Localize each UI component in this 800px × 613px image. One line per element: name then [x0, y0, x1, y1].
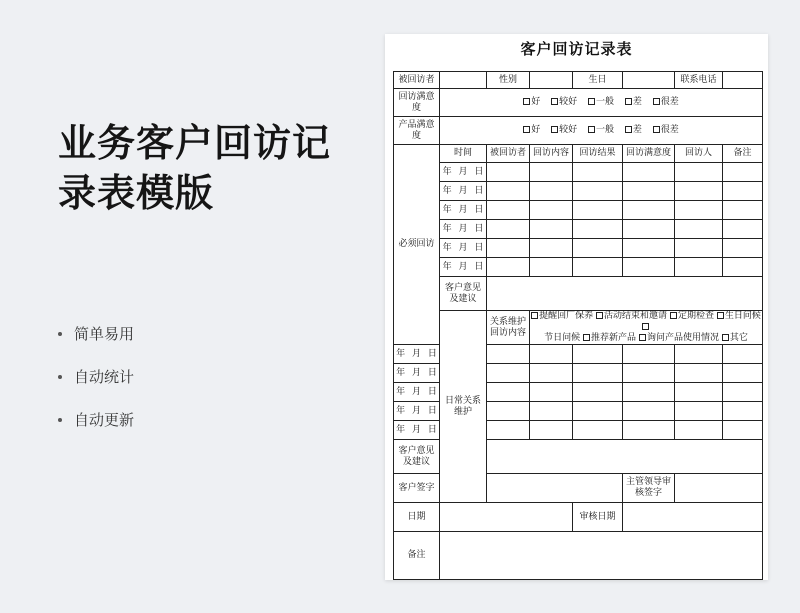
feature-list: [58, 312, 134, 441]
checkbox-option[interactable]: 其它: [722, 333, 748, 343]
visitee-label: 被回访者: [394, 72, 440, 89]
date-cell: 年 月 日: [394, 364, 440, 383]
required-visit-label: 必须回访: [394, 145, 440, 345]
opinion-value: [487, 440, 763, 474]
checkbox-option[interactable]: 活动结束和邀请: [596, 311, 667, 321]
bullet-icon: [58, 418, 62, 422]
satisfaction-label: 回访满意度: [394, 89, 440, 117]
checkbox-option[interactable]: 好: [523, 97, 540, 107]
form-title: 客户回访记录表: [520, 40, 633, 58]
date-label: 日期: [394, 503, 440, 532]
checkbox-option[interactable]: 很差: [653, 97, 679, 107]
checkbox-option[interactable]: 推荐新产品: [583, 333, 636, 343]
table-row: [394, 163, 763, 182]
table-row: [394, 220, 763, 239]
checkbox-icon: [722, 334, 729, 341]
checkbox-option[interactable]: 一般: [588, 97, 614, 107]
manager-sign-label: 主管领导审核签字: [623, 474, 675, 503]
date-cell: 年 月 日: [440, 258, 487, 277]
date-cell: 年 月 日: [440, 163, 487, 182]
checkbox-icon: [625, 98, 632, 105]
column-header: 回访结果: [573, 145, 623, 163]
checkbox-option[interactable]: 较好: [551, 97, 577, 107]
checkbox-icon: [583, 334, 590, 341]
table-row: [394, 239, 763, 258]
date-cell: 年 月 日: [440, 182, 487, 201]
checkbox-option[interactable]: 很差: [653, 125, 679, 135]
checkbox-icon: [588, 126, 595, 133]
checkbox-option[interactable]: 询问产品使用情况: [639, 333, 719, 343]
checkbox-option[interactable]: 定期检查: [670, 311, 714, 321]
topics-label: 关系维护回访内容: [487, 311, 530, 345]
satisfaction-options: [440, 89, 763, 117]
table-row: [394, 258, 763, 277]
checkbox-icon: [639, 334, 646, 341]
date-cell: 年 月 日: [394, 402, 440, 421]
page-title: 业务客户回访记录表模版: [58, 121, 332, 215]
date-cell: 年 月 日: [394, 421, 440, 440]
bullet-icon: [58, 375, 62, 379]
checkbox-icon[interactable]: [642, 323, 649, 330]
column-header: 回访内容: [530, 145, 573, 163]
opinion-label: 客户意见及建议: [440, 277, 487, 311]
topics-options: [530, 311, 763, 345]
column-header: 时间: [440, 145, 487, 163]
checkbox-icon: [653, 98, 660, 105]
checkbox-icon: [588, 98, 595, 105]
phone-label: 联系电话: [675, 72, 723, 89]
remarks-value: [440, 532, 763, 580]
birthday-label: 生日: [573, 72, 623, 89]
opinion-label: 客户意见及建议: [394, 440, 440, 474]
column-header: 回访人: [675, 145, 723, 163]
checkbox-icon: [523, 98, 530, 105]
date-cell: 年 月 日: [440, 201, 487, 220]
checkbox-icon: [523, 126, 530, 133]
date-cell: 年 月 日: [394, 345, 440, 364]
product-label: 产品满意度: [394, 117, 440, 145]
visitee-value: [440, 72, 487, 89]
checkbox-option[interactable]: 差: [625, 125, 642, 135]
column-header: 回访满意度: [623, 145, 675, 163]
checkbox-icon: [596, 312, 603, 319]
product-options: [440, 117, 763, 145]
document-preview: [385, 34, 768, 580]
checkbox-option[interactable]: 好: [523, 125, 540, 135]
date-value: [440, 503, 573, 532]
review-date-label: 审核日期: [573, 503, 623, 532]
date-cell: 年 月 日: [440, 220, 487, 239]
date-cell: 年 月 日: [394, 383, 440, 402]
checkbox-icon: [531, 312, 538, 319]
bullet-icon: [58, 332, 62, 336]
checkbox-icon: [717, 312, 724, 319]
checkbox-option[interactable]: 较好: [551, 125, 577, 135]
feature-item: 自动统计: [58, 355, 134, 398]
column-header: 备注: [723, 145, 763, 163]
checkbox-option[interactable]: 生日问候: [717, 311, 761, 321]
column-header: 被回访者: [487, 145, 530, 163]
gender-label: 性别: [487, 72, 530, 89]
visit-record-table: [393, 71, 763, 580]
checkbox-icon: [551, 98, 558, 105]
remarks-label: 备注: [394, 532, 440, 580]
gender-value: [530, 72, 573, 89]
feature-item: 简单易用: [58, 312, 134, 355]
phone-value: [723, 72, 763, 89]
date-cell: 年 月 日: [440, 239, 487, 258]
feature-item: 自动更新: [58, 398, 134, 441]
checkbox-icon: [670, 312, 677, 319]
daily-maintenance-label: 日常关系维护: [440, 311, 487, 503]
customer-sign-label: 客户签字: [394, 474, 440, 503]
checkbox-option[interactable]: 提醒回厂保养: [531, 311, 593, 321]
customer-sign-value: [487, 474, 623, 503]
opinion-value: [487, 277, 763, 311]
checkbox-icon: [625, 126, 632, 133]
table-row: [394, 201, 763, 220]
checkbox-option[interactable]: 一般: [588, 125, 614, 135]
checkbox-icon: [551, 126, 558, 133]
table-row: [394, 182, 763, 201]
checkbox-option[interactable]: 节日问候: [544, 333, 581, 343]
checkbox-icon: [653, 126, 660, 133]
review-date-value: [623, 503, 763, 532]
manager-sign-value: [675, 474, 763, 503]
checkbox-option[interactable]: 差: [625, 97, 642, 107]
birthday-value: [623, 72, 675, 89]
